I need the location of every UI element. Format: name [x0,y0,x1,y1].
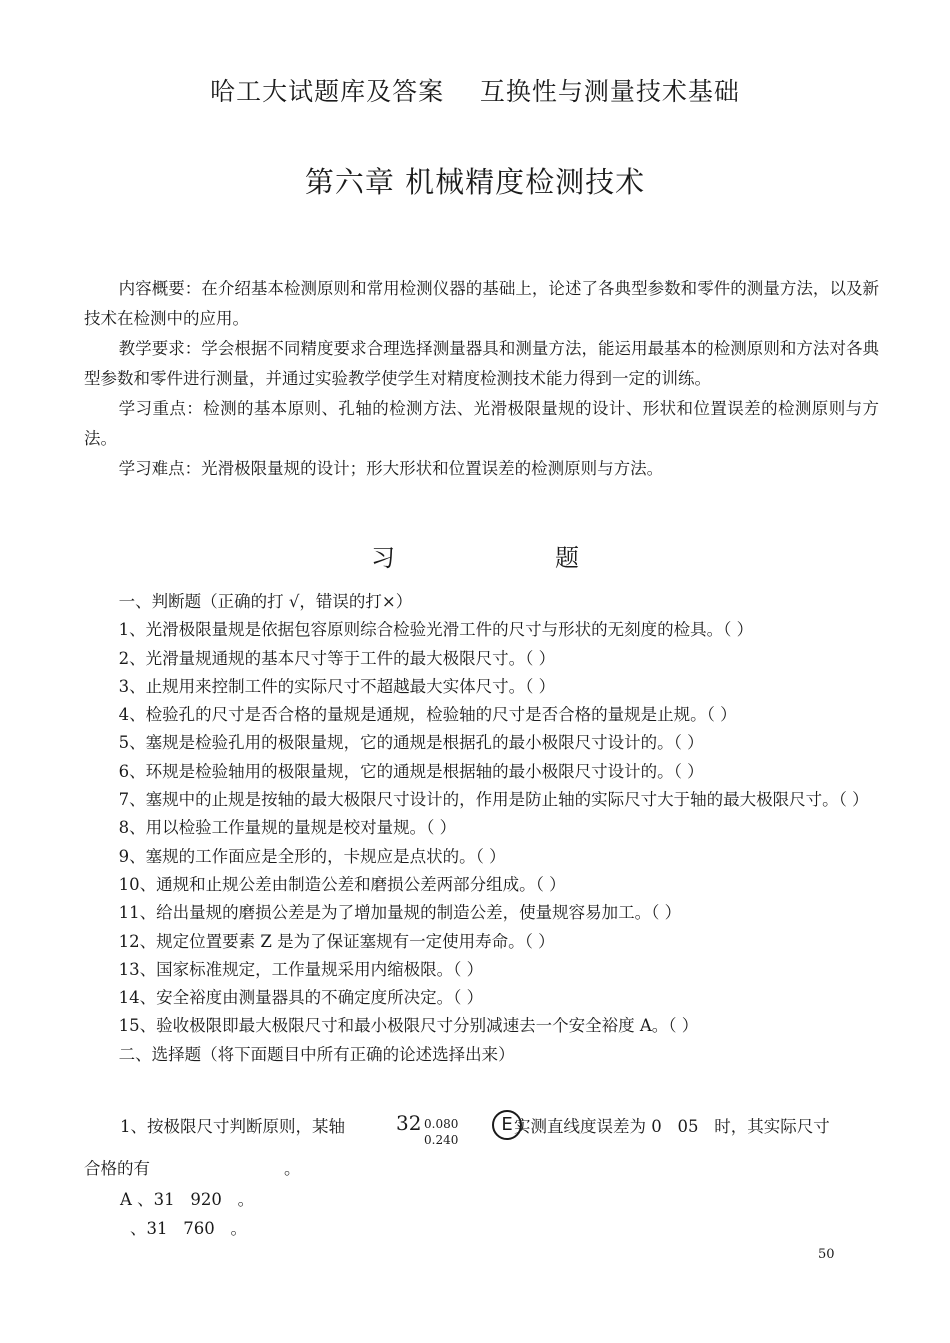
document-title: 哈工大试题库及答案 互换性与测量技术基础 [210,77,740,106]
option-b: 、31 760 。 [130,1219,247,1238]
question-item: 3、止规用来控制工件的实际尺寸不超越最大实体尺寸。（ ） [118,676,556,696]
question-1-line-1 [84,1108,879,1148]
option-a: A 、31 920 。 [120,1190,255,1209]
true-false-section [84,588,879,1069]
exercises-heading-right: 题 [555,544,579,572]
question-1-prefix: 1、按极限尺寸判断原则，某轴 [120,1117,345,1136]
intro-key-points: 学习重点：检测的基本原则、孔轴的检测方法、光滑极限量规的设计、形状和位置误差的检测原则与方法。 [84,399,879,448]
question-item: 14、安全裕度由测量器具的不确定度所决定。（ ） [118,988,484,1008]
question-item: 7、塞规中的止规是按轴的最大极限尺寸设计的，作用是防止轴的实际尺寸大于轴的最大极限尺寸。（ ） [118,790,869,810]
intro-difficulties: 学习难点：光滑极限量规的设计；形大形状和位置误差的检测原则与方法。 [118,459,664,478]
chapter-title: 第六章 机械精度检测技术 [304,165,646,199]
question-1-blank-end: 。 [284,1159,301,1178]
question-item: 9、塞规的工作面应是全形的，卡规应是点状的。（ ） [118,846,506,866]
envelope-requirement-icon: E [492,1110,522,1140]
question-item: 15、验收极限即最大极限尺寸和最小极限尺寸分别减速去一个安全裕度 A。（ ） [118,1016,699,1036]
question-1-suffix: 实测直线度误差为 0 05 时，其实际尺寸 [514,1117,830,1136]
question-item: 10、通规和止规公差由制造公差和磨损公差两部分组成。（ ） [118,874,566,894]
question-item: 5、塞规是检验孔用的极限量规，它的通规是根据孔的最小极限尺寸设计的。（ ） [118,733,704,753]
question-item: 13、国家标准规定，工作量规采用内缩极限。（ ） [118,959,484,979]
multiple-choice-question-1 [84,1108,879,1182]
dimension-lower-deviation: 0.240 [424,1133,459,1147]
page-number: 50 [818,1247,835,1262]
question-item: 11、给出量规的磨损公差是为了增加量规的制造公差，使量规容易加工。（ ） [118,903,682,923]
section-title-multiple-choice: 二、选择题（将下面题目中所有正确的论述选择出来） [118,1044,515,1064]
chapter-intro [84,274,879,484]
exercises-heading [0,538,950,573]
question-item: 1、光滑极限量规是依据包容原则综合检验光滑工件的尺寸与形状的无刻度的检具。（ ） [118,620,754,640]
exercises-heading-left: 习 [371,544,395,572]
dimension-nominal: 32 [396,1111,422,1135]
question-item: 2、光滑量规通规的基本尺寸等于工件的最大极限尺寸。（ ） [118,648,556,668]
intro-requirements: 教学要求：学会根据不同精度要求合理选择测量器具和测量方法，能运用最基本的检测原则和方法对各典型参数和零件进行测量，并通过实验教学使学生对精度检测技术能力得到一定的训练。 [84,339,879,388]
question-item: 4、检验孔的尺寸是否合格的量规是通规，检验轴的尺寸是否合格的量规是止规。（ ） [118,705,737,725]
dimension-upper-deviation: 0.080 [424,1117,459,1131]
question-1-line-2 [84,1148,879,1182]
question-item: 6、环规是检验轴用的极限量规，它的通规是根据轴的最小极限尺寸设计的。（ ） [118,761,704,781]
question-1-continuation: 合格的有 [84,1159,150,1178]
question-item: 8、用以检验工作量规的量规是校对量规。（ ） [118,818,457,838]
question-item: 12、规定位置要素 Z 是为了保证塞规有一定使用寿命。（ ） [118,931,555,951]
intro-summary: 内容概要：在介绍基本检测原则和常用检测仪器的基础上，论述了各典型参数和零件的测量方法，以及新技术在检测中的应用。 [84,279,879,328]
section-title-true-false: 一、判断题（正确的打 √，错误的打×） [118,592,413,611]
